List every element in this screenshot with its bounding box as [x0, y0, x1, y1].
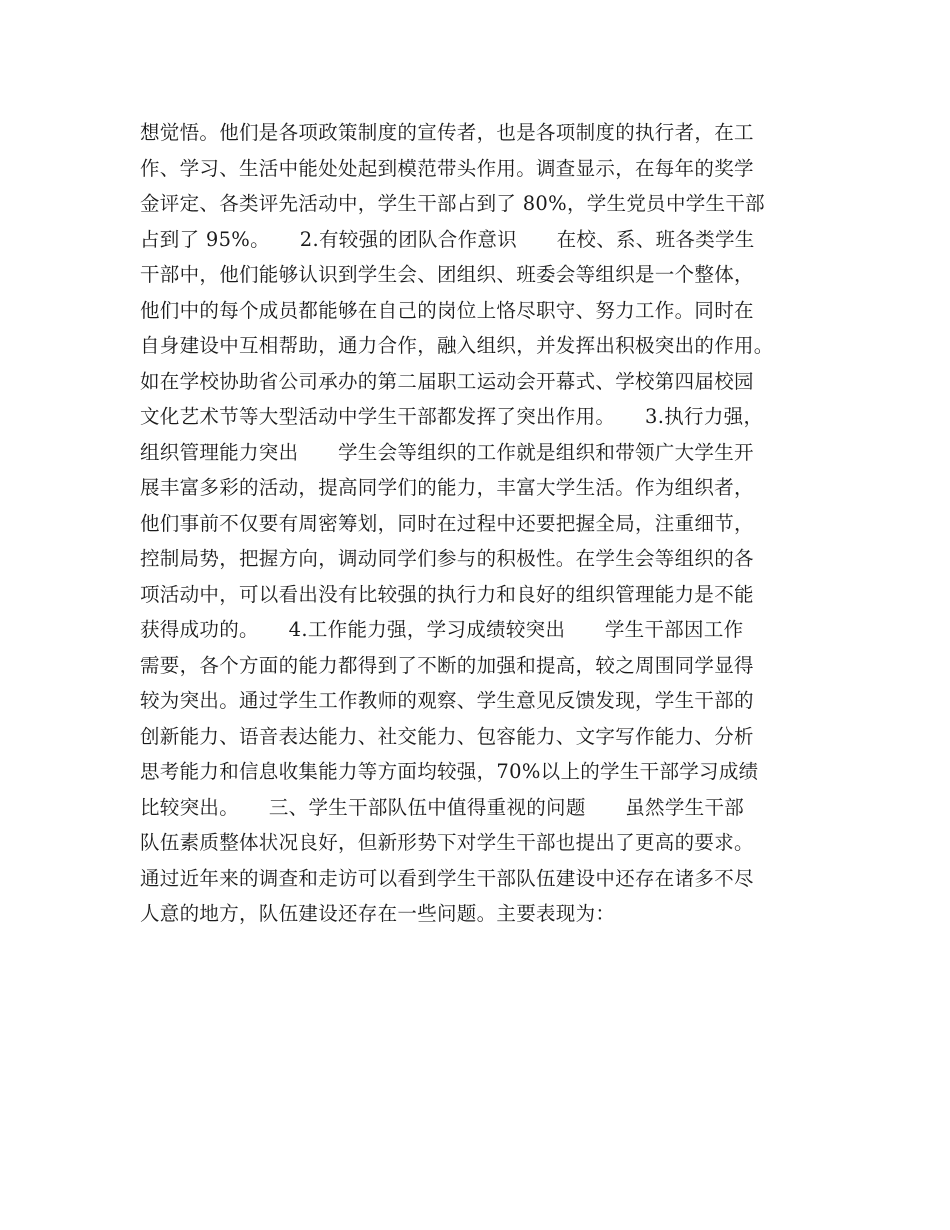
text-line: 思考能力和信息收集能力等方面均较强，70%以上的学生干部学习成绩	[140, 760, 759, 783]
text-line: 比较突出。 三、学生干部队伍中值得重视的问题 虽然学生干部	[140, 795, 745, 819]
text-line: 他们事前不仅要有周密筹划，同时在过程中还要把握全局，注重细节，	[140, 511, 754, 535]
text-line: 他们中的每个成员都能够在自己的岗位上恪尽职守、努力工作。同时在	[140, 298, 754, 322]
text-line: 队伍素质整体状况良好，但新形势下对学生干部也提出了更高的要求。	[140, 831, 754, 854]
text-line: 文化艺术节等大型活动中学生干部都发挥了突出作用。 3.执行力强，	[140, 405, 764, 428]
text-line: 较为突出。通过学生工作教师的观察、学生意见反馈发现，学生干部的	[140, 689, 754, 712]
text-line: 项活动中，可以看出没有比较强的执行力和良好的组织管理能力是不能	[140, 582, 754, 606]
text-line: 干部中，他们能够认识到学生会、团组织、班委会等组织是一个整体，	[140, 263, 754, 286]
body-paragraph	[140, 115, 830, 932]
text-line: 组织管理能力突出 学生会等组织的工作就是组织和带领广大学生开	[140, 440, 754, 464]
text-line: 创新能力、语音表达能力、社交能力、包容能力、文字写作能力、分析	[140, 724, 754, 748]
text-line: 想觉悟。他们是各项政策制度的宣传者，也是各项制度的执行者，在工	[140, 121, 754, 144]
text-line: 需要，各个方面的能力都得到了不断的加强和提高，较之周围同学显得	[140, 653, 754, 677]
text-line: 人意的地方，队伍建设还存在一些问题。主要表现为：	[140, 902, 616, 925]
text-line: 金评定、各类评先活动中，学生干部占到了 80%，学生党员中学生干部	[140, 192, 765, 215]
text-line: 控制局势，把握方向，调动同学们参与的积极性。在学生会等组织的各	[140, 547, 754, 570]
text-line: 自身建设中互相帮助，通力合作，融入组织，并发挥出积极突出的作用。	[140, 334, 774, 357]
text-line: 展丰富多彩的活动，提高同学们的能力，丰富大学生活。作为组织者，	[140, 476, 754, 499]
text-line: 如在学校协助省公司承办的第二届职工运动会开幕式、学校第四届校园	[140, 369, 754, 393]
text-line: 获得成功的。 4.工作能力强，学习成绩较突出 学生干部因工作	[140, 618, 744, 641]
text-line: 作、学习、生活中能处处起到模范带头作用。调查显示，在每年的奖学	[140, 156, 754, 180]
text-line: 占到了 95%。 2.有较强的团队合作意识 在校、系、班各类学生	[140, 227, 755, 251]
text-line: 通过近年来的调查和走访可以看到学生干部队伍建设中还存在诸多不尽	[140, 866, 754, 890]
